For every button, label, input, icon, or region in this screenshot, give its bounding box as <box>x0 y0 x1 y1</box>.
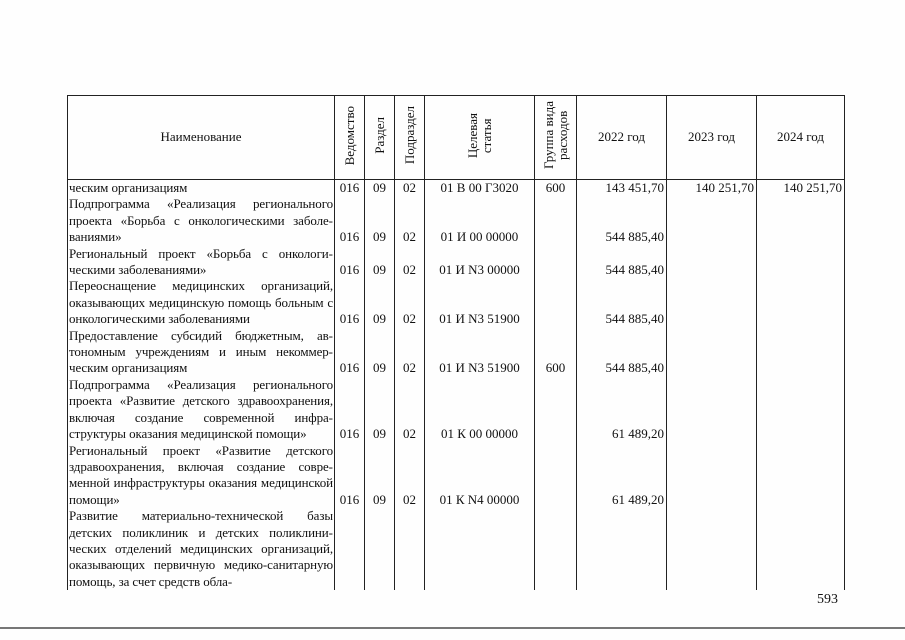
cell-y2023: 140 251,70 <box>667 180 757 197</box>
cell-ved: 016 <box>335 246 365 279</box>
cell-gruppa: 600 <box>535 328 577 377</box>
cell-y2024 <box>757 377 845 443</box>
cell-ved: 016 <box>335 196 365 245</box>
cell-y2023 <box>667 443 757 509</box>
header-2023: 2023 год <box>667 96 757 180</box>
header-statya: Целевая статья <box>425 96 535 180</box>
cell-gruppa <box>535 377 577 443</box>
cell-name: ческим организациям <box>68 180 335 197</box>
cell-name: Региональный проект «Развитие детского здравоохранения, включая создание современной инфраструктуры оказания медицинской помощи» <box>69 442 333 507</box>
table-row <box>68 278 845 327</box>
cell-y2022: 61 489,20 <box>577 443 667 509</box>
cell-ved: 016 <box>335 328 365 377</box>
cell-y2023 <box>667 246 757 279</box>
cell-y2023 <box>667 377 757 443</box>
cell-y2024 <box>757 443 845 509</box>
cell-razdel: 09 <box>365 180 395 197</box>
cell-podrazdel <box>395 508 425 590</box>
cell-y2022: 61 489,20 <box>577 377 667 443</box>
header-gruppa: Группа вида расходов <box>535 96 577 180</box>
cell-y2023 <box>667 278 757 327</box>
cell-gruppa <box>535 196 577 245</box>
cell-y2022: 544 885,40 <box>577 196 667 245</box>
cell-podrazdel: 02 <box>395 196 425 245</box>
cell-y2024: 140 251,70 <box>757 180 845 197</box>
cell-statya: 01 И 00 00000 <box>425 196 535 245</box>
table-row <box>68 328 845 377</box>
cell-name: Переоснащение медицинских организаций, оказывающих медицинскую помощь больным с онкологическими заболеваниями <box>69 278 333 327</box>
header-razdel: Раздел <box>365 96 395 180</box>
cell-y2023 <box>667 328 757 377</box>
header-name: Наименование <box>68 96 335 180</box>
cell-y2022: 544 885,40 <box>577 328 667 377</box>
table-row <box>68 443 845 509</box>
table-body <box>68 180 845 591</box>
cell-ved: 016 <box>335 180 365 197</box>
table-row <box>68 508 845 590</box>
cell-ved: 016 <box>335 443 365 509</box>
cell-podrazdel: 02 <box>395 377 425 443</box>
cell-gruppa <box>535 246 577 279</box>
cell-name: Развитие материально-технической базы детских поликлиник и детских поликлинических отделений медицинских организаций, оказывающих первичную медико-санитарную помощь, за счет средств обла- <box>69 508 333 589</box>
cell-razdel <box>365 508 395 590</box>
table-row <box>68 180 845 197</box>
cell-name: Региональный проект «Борьба с онкологическими заболеваниями» <box>69 245 333 278</box>
table-row <box>68 246 845 279</box>
cell-name: Подпрограмма «Реализация регионального проекта «Развитие детского здравоохранения, включая создание современной инфраструктуры оказания медицинской помощи» <box>69 376 333 442</box>
page-number: 593 <box>817 592 838 607</box>
header-ved: Ведомство <box>335 96 365 180</box>
cell-ved: 016 <box>335 377 365 443</box>
cell-statya <box>425 508 535 590</box>
cell-gruppa <box>535 443 577 509</box>
bottom-rule <box>0 627 905 629</box>
header-2024: 2024 год <box>757 96 845 180</box>
header-2022: 2022 год <box>577 96 667 180</box>
cell-statya: 01 И N3 51900 <box>425 278 535 327</box>
cell-y2024 <box>757 328 845 377</box>
cell-razdel: 09 <box>365 328 395 377</box>
table-row <box>68 377 845 443</box>
cell-y2024 <box>757 246 845 279</box>
cell-podrazdel: 02 <box>395 180 425 197</box>
cell-statya: 01 К N4 00000 <box>425 443 535 509</box>
cell-y2022: 544 885,40 <box>577 278 667 327</box>
cell-podrazdel: 02 <box>395 328 425 377</box>
cell-podrazdel: 02 <box>395 443 425 509</box>
cell-podrazdel: 02 <box>395 278 425 327</box>
cell-statya: 01 В 00 Г3020 <box>425 180 535 197</box>
cell-razdel: 09 <box>365 278 395 327</box>
header-podrazdel: Подраздел <box>395 96 425 180</box>
header-row <box>68 96 845 180</box>
cell-y2023 <box>667 196 757 245</box>
cell-gruppa <box>535 508 577 590</box>
cell-ved <box>335 508 365 590</box>
cell-podrazdel: 02 <box>395 246 425 279</box>
cell-gruppa: 600 <box>535 180 577 197</box>
cell-ved: 016 <box>335 278 365 327</box>
cell-razdel: 09 <box>365 377 395 443</box>
cell-name: Подпрограмма «Реализация регионального проекта «Борьба с онкологическими заболеваниями» <box>69 196 333 245</box>
cell-statya: 01 И N3 51900 <box>425 328 535 377</box>
cell-gruppa <box>535 278 577 327</box>
cell-y2024 <box>757 196 845 245</box>
table-row <box>68 196 845 245</box>
cell-razdel: 09 <box>365 196 395 245</box>
cell-statya: 01 К 00 00000 <box>425 377 535 443</box>
cell-y2024 <box>757 508 845 590</box>
cell-statya: 01 И N3 00000 <box>425 246 535 279</box>
cell-razdel: 09 <box>365 443 395 509</box>
cell-y2022: 143 451,70 <box>577 180 667 197</box>
cell-y2024 <box>757 278 845 327</box>
budget-table <box>67 95 845 590</box>
cell-y2022: 544 885,40 <box>577 246 667 279</box>
cell-razdel: 09 <box>365 246 395 279</box>
cell-y2023 <box>667 508 757 590</box>
cell-name: Предоставление субсидий бюджетным, автономным учреждениям и иным некоммерческим организациям <box>69 327 333 376</box>
cell-y2022 <box>577 508 667 590</box>
